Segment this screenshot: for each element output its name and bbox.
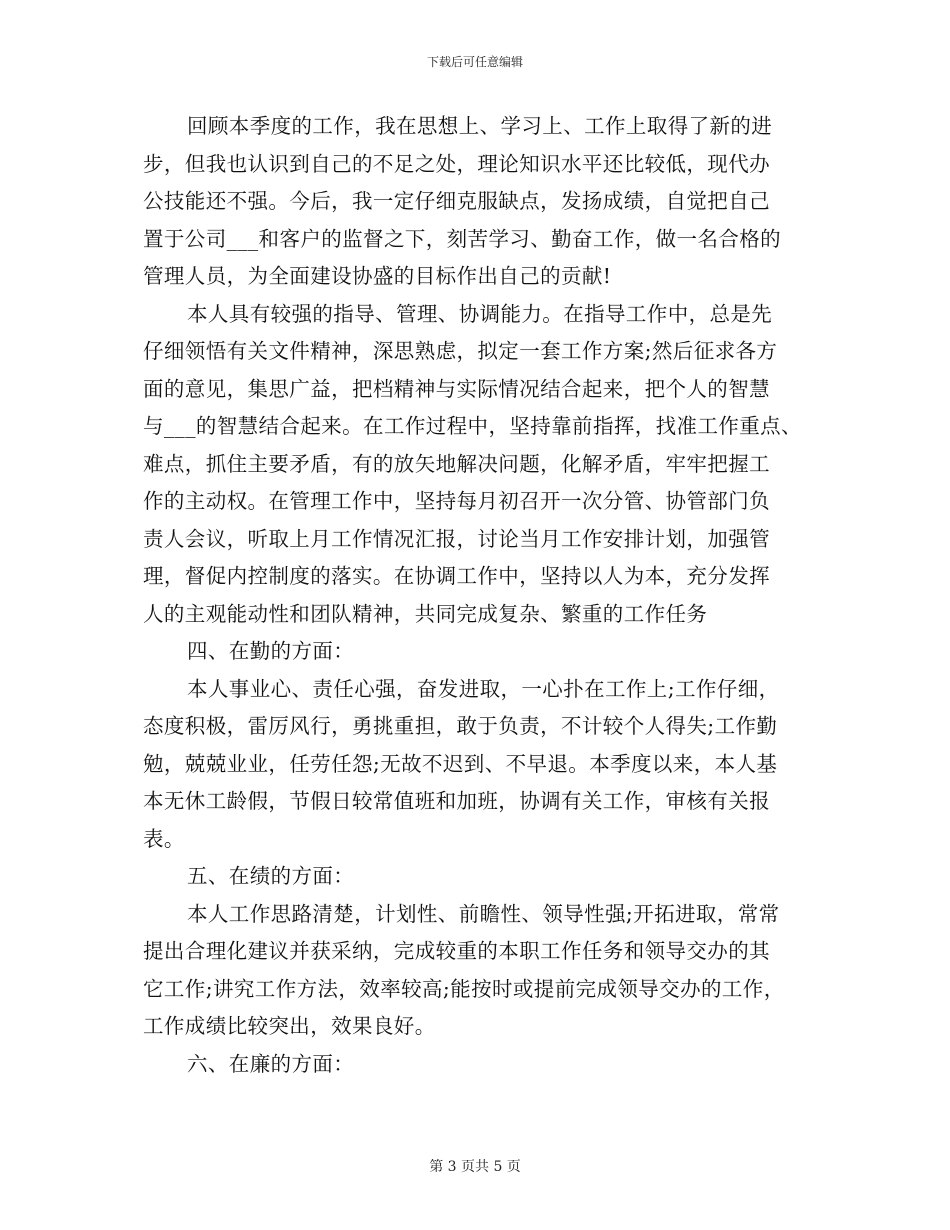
text-line: 与___的智慧结合起来。在工作过程中，坚持靠前指挥，找准工作重点、 xyxy=(143,414,802,438)
text-line: 提出合理化建议并获采纳，完成较重的本职工作任务和领导交办的其 xyxy=(143,939,770,963)
text-line: 人的主观能动性和团队精神，共同完成复杂、繁重的工作任务 xyxy=(143,601,708,626)
text-line: 责人会议，听取上月工作情况汇报，讨论当月工作安排计划，加强管 xyxy=(143,526,770,551)
section-heading: 六、在廉的方面： xyxy=(187,1051,355,1076)
text-line: 作的主动权。在管理工作中，坚持每月初召开一次分管、协管部门负 xyxy=(143,489,770,513)
text-line: 理，督促内控制度的落实。在协调工作中，坚持以人为本，充分发挥 xyxy=(143,564,770,588)
text-line: 它工作;讲究工作方法，效率较高;能按时或提前完成领导交办的工作， xyxy=(143,976,785,1001)
text-line: 难点，抓住主要矛盾，有的放矢地解决问题，化解矛盾，牢牢把握工 xyxy=(143,451,770,476)
text-line: 本人事业心、责任心强，奋发进取，一心扑在工作上;工作仔细， xyxy=(187,676,780,701)
text-line: 面的意见，集思广益，把档精神与实际情况结合起来，把个人的智慧 xyxy=(143,376,770,401)
text-line: 仔细领悟有关文件精神，深思熟虑，拟定一套工作方案;然后征求各方 xyxy=(143,339,778,363)
page-header: 下载后可任意编辑 xyxy=(426,55,523,69)
text-line: 公技能还不强。今后，我一定仔细克服缺点，发扬成绩，自觉把自己 xyxy=(143,189,770,213)
text-line: 管理人员，为全面建设协盛的目标作出自己的贡献! xyxy=(143,264,612,288)
text-line: 回顾本季度的工作，我在思想上、学习上、工作上取得了新的进 xyxy=(187,114,773,138)
text-line: 勉，兢兢业业，任劳任怨;无故不迟到、不早退。本季度以来，本人基 xyxy=(143,751,778,776)
text-line: 表。 xyxy=(143,826,185,851)
text-line: 本无休工龄假，节假日较常值班和加班，协调有关工作，审核有关报 xyxy=(143,789,770,813)
page-footer: 第 3 页共 5 页 xyxy=(429,1159,521,1175)
text-line: 工作成绩比较突出，效果良好。 xyxy=(143,1014,436,1038)
text-line: 本人工作思路清楚，计划性、前瞻性、领导性强;开拓进取，常常 xyxy=(187,901,780,926)
text-line: 态度积极，雷厉风行，勇挑重担，敢于负责，不计较个人得失;工作勤 xyxy=(143,714,778,738)
document-body xyxy=(143,108,815,1083)
text-line: 置于公司___和客户的监督之下，刻苦学习、勤奋工作，做一名合格的 xyxy=(143,226,782,251)
text-line: 步，但我也认识到自己的不足之处，理论知识水平还比较低，现代办 xyxy=(143,151,770,176)
section-heading: 五、在绩的方面： xyxy=(187,864,355,888)
text-line: 本人具有较强的指导、管理、协调能力。在指导工作中，总是先 xyxy=(187,301,773,326)
section-heading: 四、在勤的方面： xyxy=(187,639,355,663)
